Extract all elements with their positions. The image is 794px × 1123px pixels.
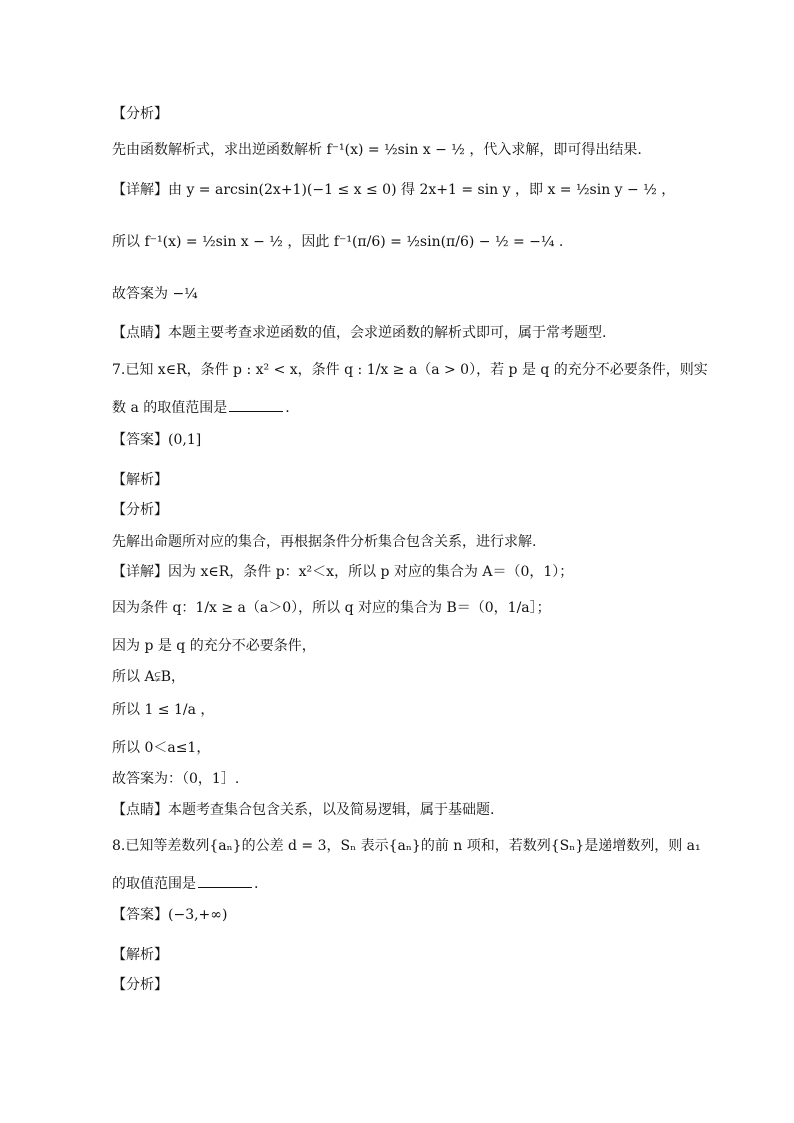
question-7-line-2: 数 a 的取值范围是 . [112, 397, 704, 418]
comment-text: 【点睛】本题主要考查求逆函数的值，会求逆函数的解析式即可，属于常考题型. [112, 325, 607, 341]
question-8-line-1: 8.已知等差数列{aₙ}的公差 d = 3，Sₙ 表示{aₙ}的前 n 项和，若数列{Sₙ}是递增数列，则 a₁ [112, 838, 701, 854]
detail-7-7: 故答案为：（0，1］. [112, 771, 240, 787]
question-7-line-1: 7.已知 x∈R，条件 p : x² < x，条件 q : 1/x ≥ a（a > 0），若 p 是 q 的充分不必要条件，则实 [112, 362, 708, 378]
comment-7: 【点睛】本题考查集合包含关系，以及简易逻辑，属于基础题. [112, 802, 495, 818]
detail-7-2: 因为条件 q：1/x ≥ a（a＞0），所以 q 对应的集合为 B＝（0，1/a］； [112, 600, 551, 616]
answer-blank-8 [198, 873, 252, 888]
section-label-solution-8: 【解析】 [112, 947, 168, 963]
detail-text-2: 所以 f⁻¹(x) = ½sin x − ½ ，因此 f⁻¹(π/6) = ½sin(π/6) − ½ = −¼ . [112, 234, 564, 250]
answer-7: 【答案】(0,1] [112, 432, 202, 448]
question-8-line-2: 的取值范围是 . [112, 873, 704, 894]
section-label-analysis-7: 【分析】 [112, 502, 168, 518]
answer-summary: 故答案为 −¼ [112, 286, 198, 302]
section-label-analysis: 【分析】 [112, 106, 168, 122]
answer-8: 【答案】(−3,+∞) [112, 907, 228, 923]
section-label-analysis-8: 【分析】 [112, 977, 168, 993]
detail-7-4: 所以 A⫋B， [112, 669, 186, 685]
section-label-solution: 【解析】 [112, 472, 168, 488]
detail-7-6: 所以 0＜a≤1， [112, 740, 211, 756]
detail-7-1: 【详解】因为 x∈R，条件 p：x²＜x，所以 p 对应的集合为 A＝（0，1）； [112, 564, 574, 580]
detail-7-5: 所以 1 ≤ 1/a ， [112, 702, 215, 718]
analysis-text: 先由函数解析式，求出逆函数解析 f⁻¹(x) = ½sin x − ½ ，代入求解，即可得出结果. [112, 142, 642, 158]
answer-blank [229, 397, 283, 412]
detail-text-1: 【详解】由 y = arcsin(2x+1)(−1 ≤ x ≤ 0) 得 2x+1 = sin y ，即 x = ½sin y − ½ ， [112, 182, 676, 198]
detail-7-3: 因为 p 是 q 的充分不必要条件， [112, 638, 316, 654]
analysis-text-7: 先解出命题所对应的集合，再根据条件分析集合包含关系，进行求解. [112, 534, 537, 550]
